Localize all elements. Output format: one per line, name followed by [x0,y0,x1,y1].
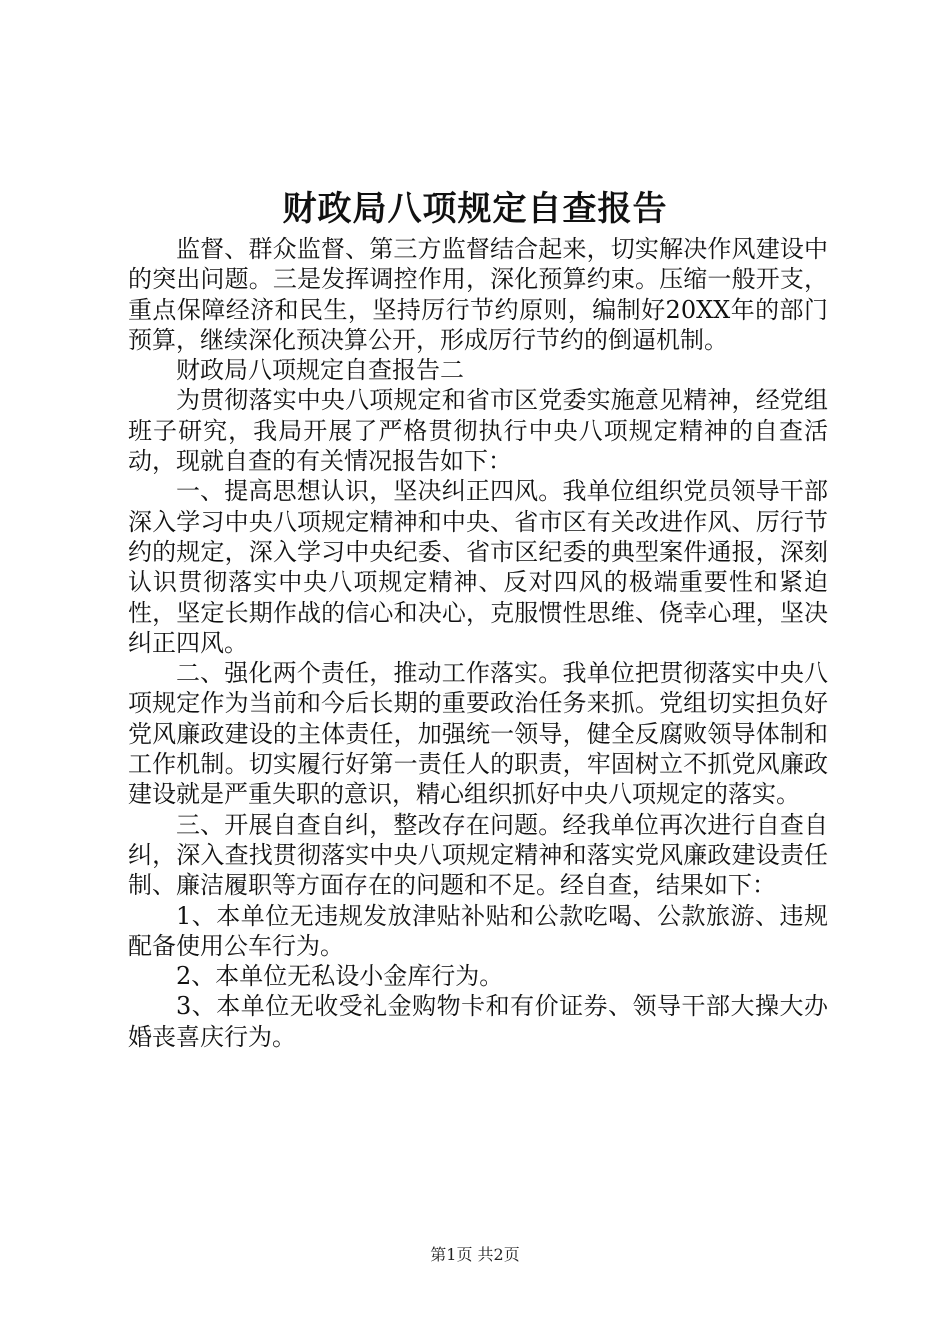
paragraph: 监督、群众监督、第三方监督结合起来，切实解决作风建设中的突出问题。三是发挥调控作用，深化预算约束。压缩一般开支，重点保障经济和民生，坚持厉行节约原则，编制好20XX年的部门预算，继续深化预决算公开，形成厉行节约的倒逼机制。 [128,235,828,354]
page-number-footer: 第1页 共2页 [430,1245,520,1264]
list-item: 1、本单位无违规发放津贴补贴和公款吃喝、公款旅游、违规配备使用公车行为。 [128,901,828,960]
paragraph: 一、提高思想认识，坚决纠正四风。我单位组织党员领导干部深入学习中央八项规定精神和中央、省市区有关改进作风、厉行节约的规定，深入学习中央纪委、省市区纪委的典型案件通报，深刻认识贯彻落实中央八项规定精神、反对四风的极端重要性和紧迫性，坚定长期作战的信心和决心，克服惯性思维、侥幸心理，坚决纠正四风。 [128,477,828,657]
document-title: 财政局八项规定自查报告 [282,189,668,229]
list-item: 3、本单位无收受礼金购物卡和有价证券、领导干部大操大办婚丧喜庆行为。 [128,992,828,1051]
list-item: 2、本单位无私设小金库行为。 [176,962,504,991]
paragraph: 三、开展自查自纠，整改存在问题。经我单位再次进行自查自纠，深入查找贯彻落实中央八项规定精神和落实党风廉政建设责任制、廉洁履职等方面存在的问题和不足。经自查，结果如下： [128,810,828,900]
paragraph: 为贯彻落实中央八项规定和省市区党委实施意见精神，经党组班子研究，我局开展了严格贯彻执行中央八项规定精神的自查活动，现就自查的有关情况报告如下： [128,386,828,476]
section-heading: 财政局八项规定自查报告二 [176,356,464,385]
paragraph: 二、强化两个责任，推动工作落实。我单位把贯彻落实中央八项规定作为当前和今后长期的重要政治任务来抓。党组切实担负好党风廉政建设的主体责任，加强统一领导，健全反腐败领导体制和工作机制。切实履行好第一责任人的职责，牢固树立不抓党风廉政建设就是严重失职的意识，精心组织抓好中央八项规定的落实。 [128,659,828,809]
document-body [128,234,828,1052]
